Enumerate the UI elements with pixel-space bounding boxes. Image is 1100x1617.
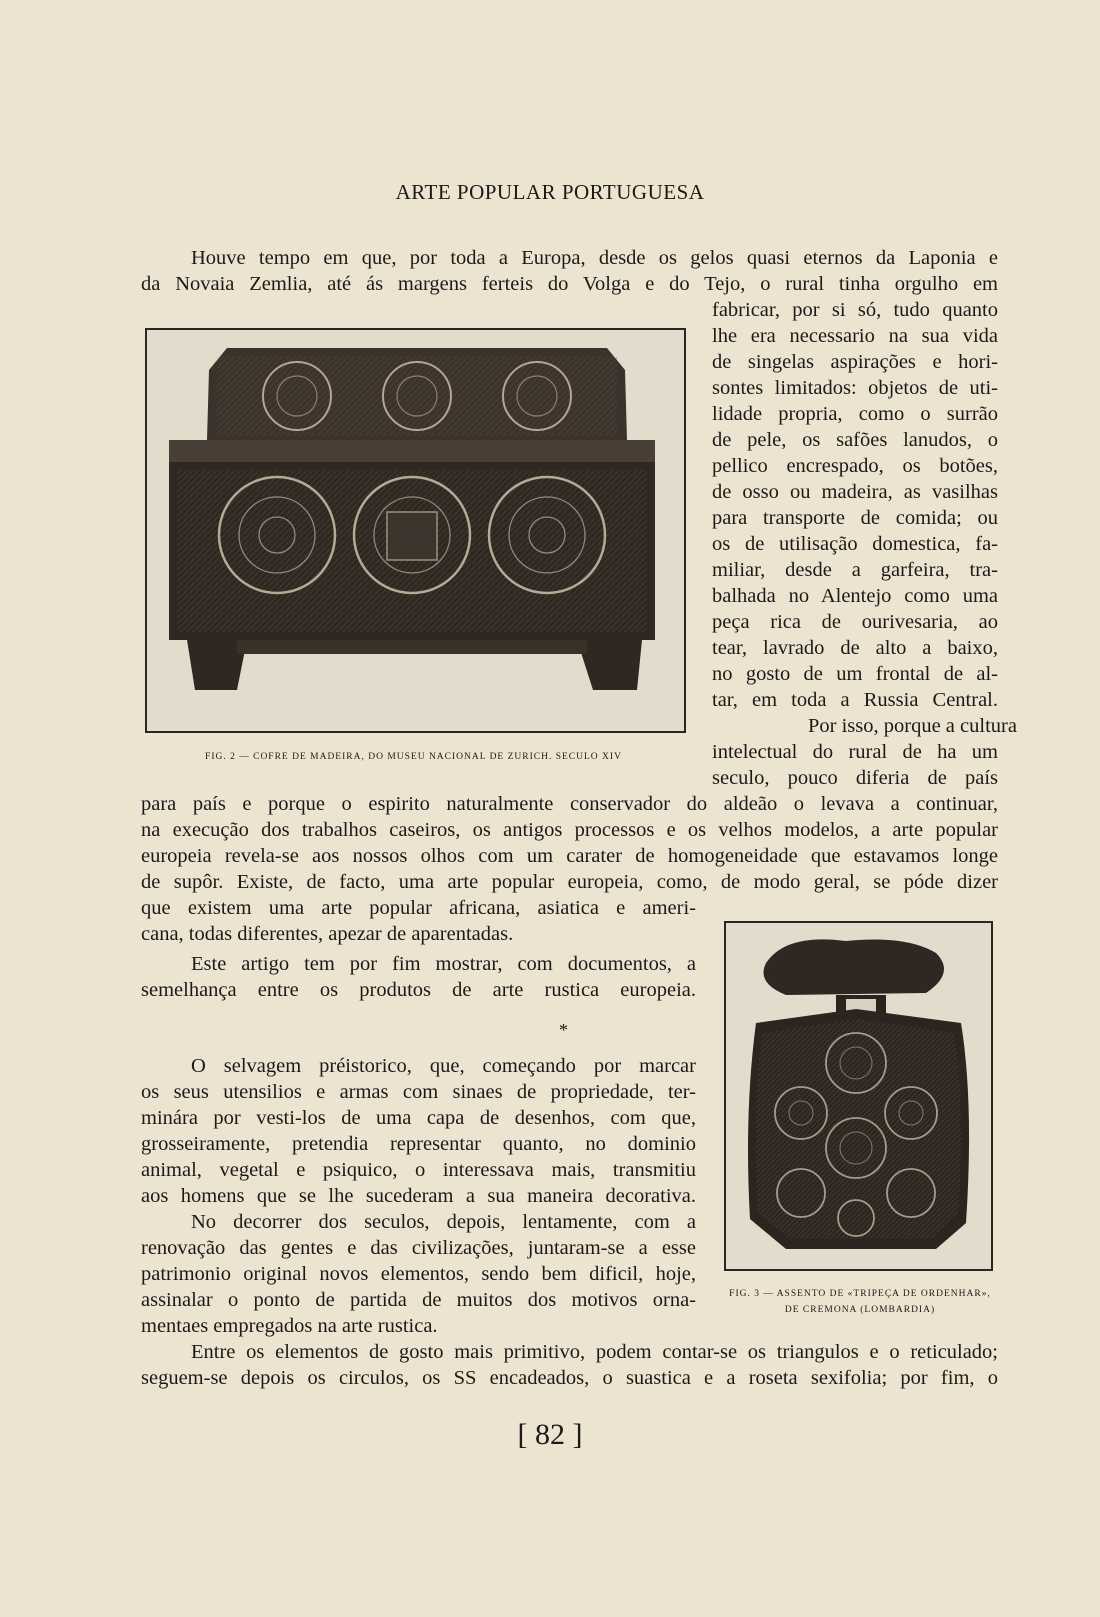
text-line: peça rica de ourivesaria, ao [712, 611, 998, 633]
text-line: no gosto de um frontal de al- [712, 663, 998, 685]
text-line: balhada no Alentejo como uma [712, 585, 998, 607]
text-line: miliar, desde a garfeira, tra- [712, 559, 998, 581]
text-line: de osso ou madeira, as vasilhas [712, 481, 998, 503]
text-line: mentaes empregados na arte rustica. [141, 1315, 438, 1337]
running-title: ARTE POPULAR PORTUGUESA [395, 180, 705, 204]
text-line: que existem uma arte popular africana, asiatica e ameri- [141, 897, 696, 919]
text-line: Houve tempo em que, por toda a Europa, desde os gelos quasi eternos da Laponia e [191, 247, 998, 269]
text-line: fabricar, por si só, tudo quanto [712, 299, 998, 321]
figure-3-image [724, 921, 993, 1271]
text-line: seculo, pouco diferia de país [712, 767, 998, 789]
text-line: intelectual do rural de ha um [712, 741, 998, 763]
text-line: renovação das gentes e das civilizações, juntaram-se a esse [141, 1237, 696, 1259]
carved-chest-illustration [147, 330, 684, 731]
figure-3-caption-line-1: FIG. 3 — ASSENTO DE «TRIPEÇA DE ORDENHAR», [729, 1289, 991, 1299]
text-line: da Novaia Zemlia, até ás margens ferteis do Volga e do Tejo, o rural tinha orgulho em [141, 273, 998, 295]
text-line: sontes limitados: objetos de uti- [712, 377, 998, 399]
text-line: Este artigo tem por fim mostrar, com documentos, a [191, 953, 696, 975]
text-line: Entre os elementos de gosto mais primitivo, podem contar-se os triangulos e o reticulado; [191, 1341, 998, 1363]
text-line: os de utilisação domestica, fa- [712, 533, 998, 555]
text-line: O selvagem préistorico, que, começando por marcar [191, 1055, 696, 1077]
text-line: na execução dos trabalhos caseiros, os antigos processos e os velhos modelos, a arte popular [141, 819, 998, 841]
figure-2-image [145, 328, 686, 733]
milking-stool-seat-illustration [726, 923, 991, 1269]
text-line: tar, em toda a Russia Central. [712, 689, 998, 711]
text-line: No decorrer dos seculos, depois, lentamente, com a [191, 1211, 696, 1233]
text-line: para transporte de comida; ou [712, 507, 998, 529]
text-line: Por isso, porque a cultura [808, 715, 1017, 737]
text-line: os seus utensilios e armas com sinaes de propriedade, ter- [141, 1081, 696, 1103]
text-line: minára por vesti-los de uma capa de desenhos, com que, [141, 1107, 696, 1129]
text-line: cana, todas diferentes, apezar de aparentadas. [141, 923, 514, 945]
text-line: lidade propria, como o surrão [712, 403, 998, 425]
text-line: assinalar o ponto de partida de muitos dos motivos orna- [141, 1289, 696, 1311]
figure-2-caption: FIG. 2 — COFRE DE MADEIRA, DO MUSEU NACIONAL DE ZURICH. SECULO XIV [205, 752, 622, 762]
text-line: de pele, os safões lanudos, o [712, 429, 998, 451]
text-line: de supôr. Existe, de facto, uma arte popular europeia, como, de modo geral, se póde dizer [141, 871, 998, 893]
text-line: tear, lavrado de alto a baixo, [712, 637, 998, 659]
text-line: aos homens que se lhe sucederam a sua maneira decorativa. [141, 1185, 696, 1207]
text-line: pellico encrespado, os botões, [712, 455, 998, 477]
text-line: patrimonio original novos elementos, sendo bem dificil, hoje, [141, 1263, 696, 1285]
text-line: para país e porque o espirito naturalmente conservador do aldeão o levava a continuar, [141, 793, 998, 815]
text-line: semelhança entre os produtos de arte rustica europeia. [141, 979, 696, 1001]
text-line: grosseiramente, pretendia representar quanto, no dominio [141, 1133, 696, 1155]
section-separator: * [559, 1020, 568, 1040]
text-line: de singelas aspirações e hori- [712, 351, 998, 373]
figure-3-caption-line-2: DE CREMONA (LOMBARDIA) [784, 1305, 936, 1315]
text-line: animal, vegetal e psiquico, o interessava mais, transmitiu [141, 1159, 696, 1181]
text-line: europeia revela-se aos nossos olhos com um carater de homogeneidade que estavamos longe [141, 845, 998, 867]
text-line: seguem-se depois os circulos, os SS encadeados, o suastica e a roseta sexifolia; por fim, o [141, 1367, 998, 1389]
page-number: [ 82 ] [517, 1418, 583, 1451]
text-line: lhe era necessario na sua vida [712, 325, 998, 347]
